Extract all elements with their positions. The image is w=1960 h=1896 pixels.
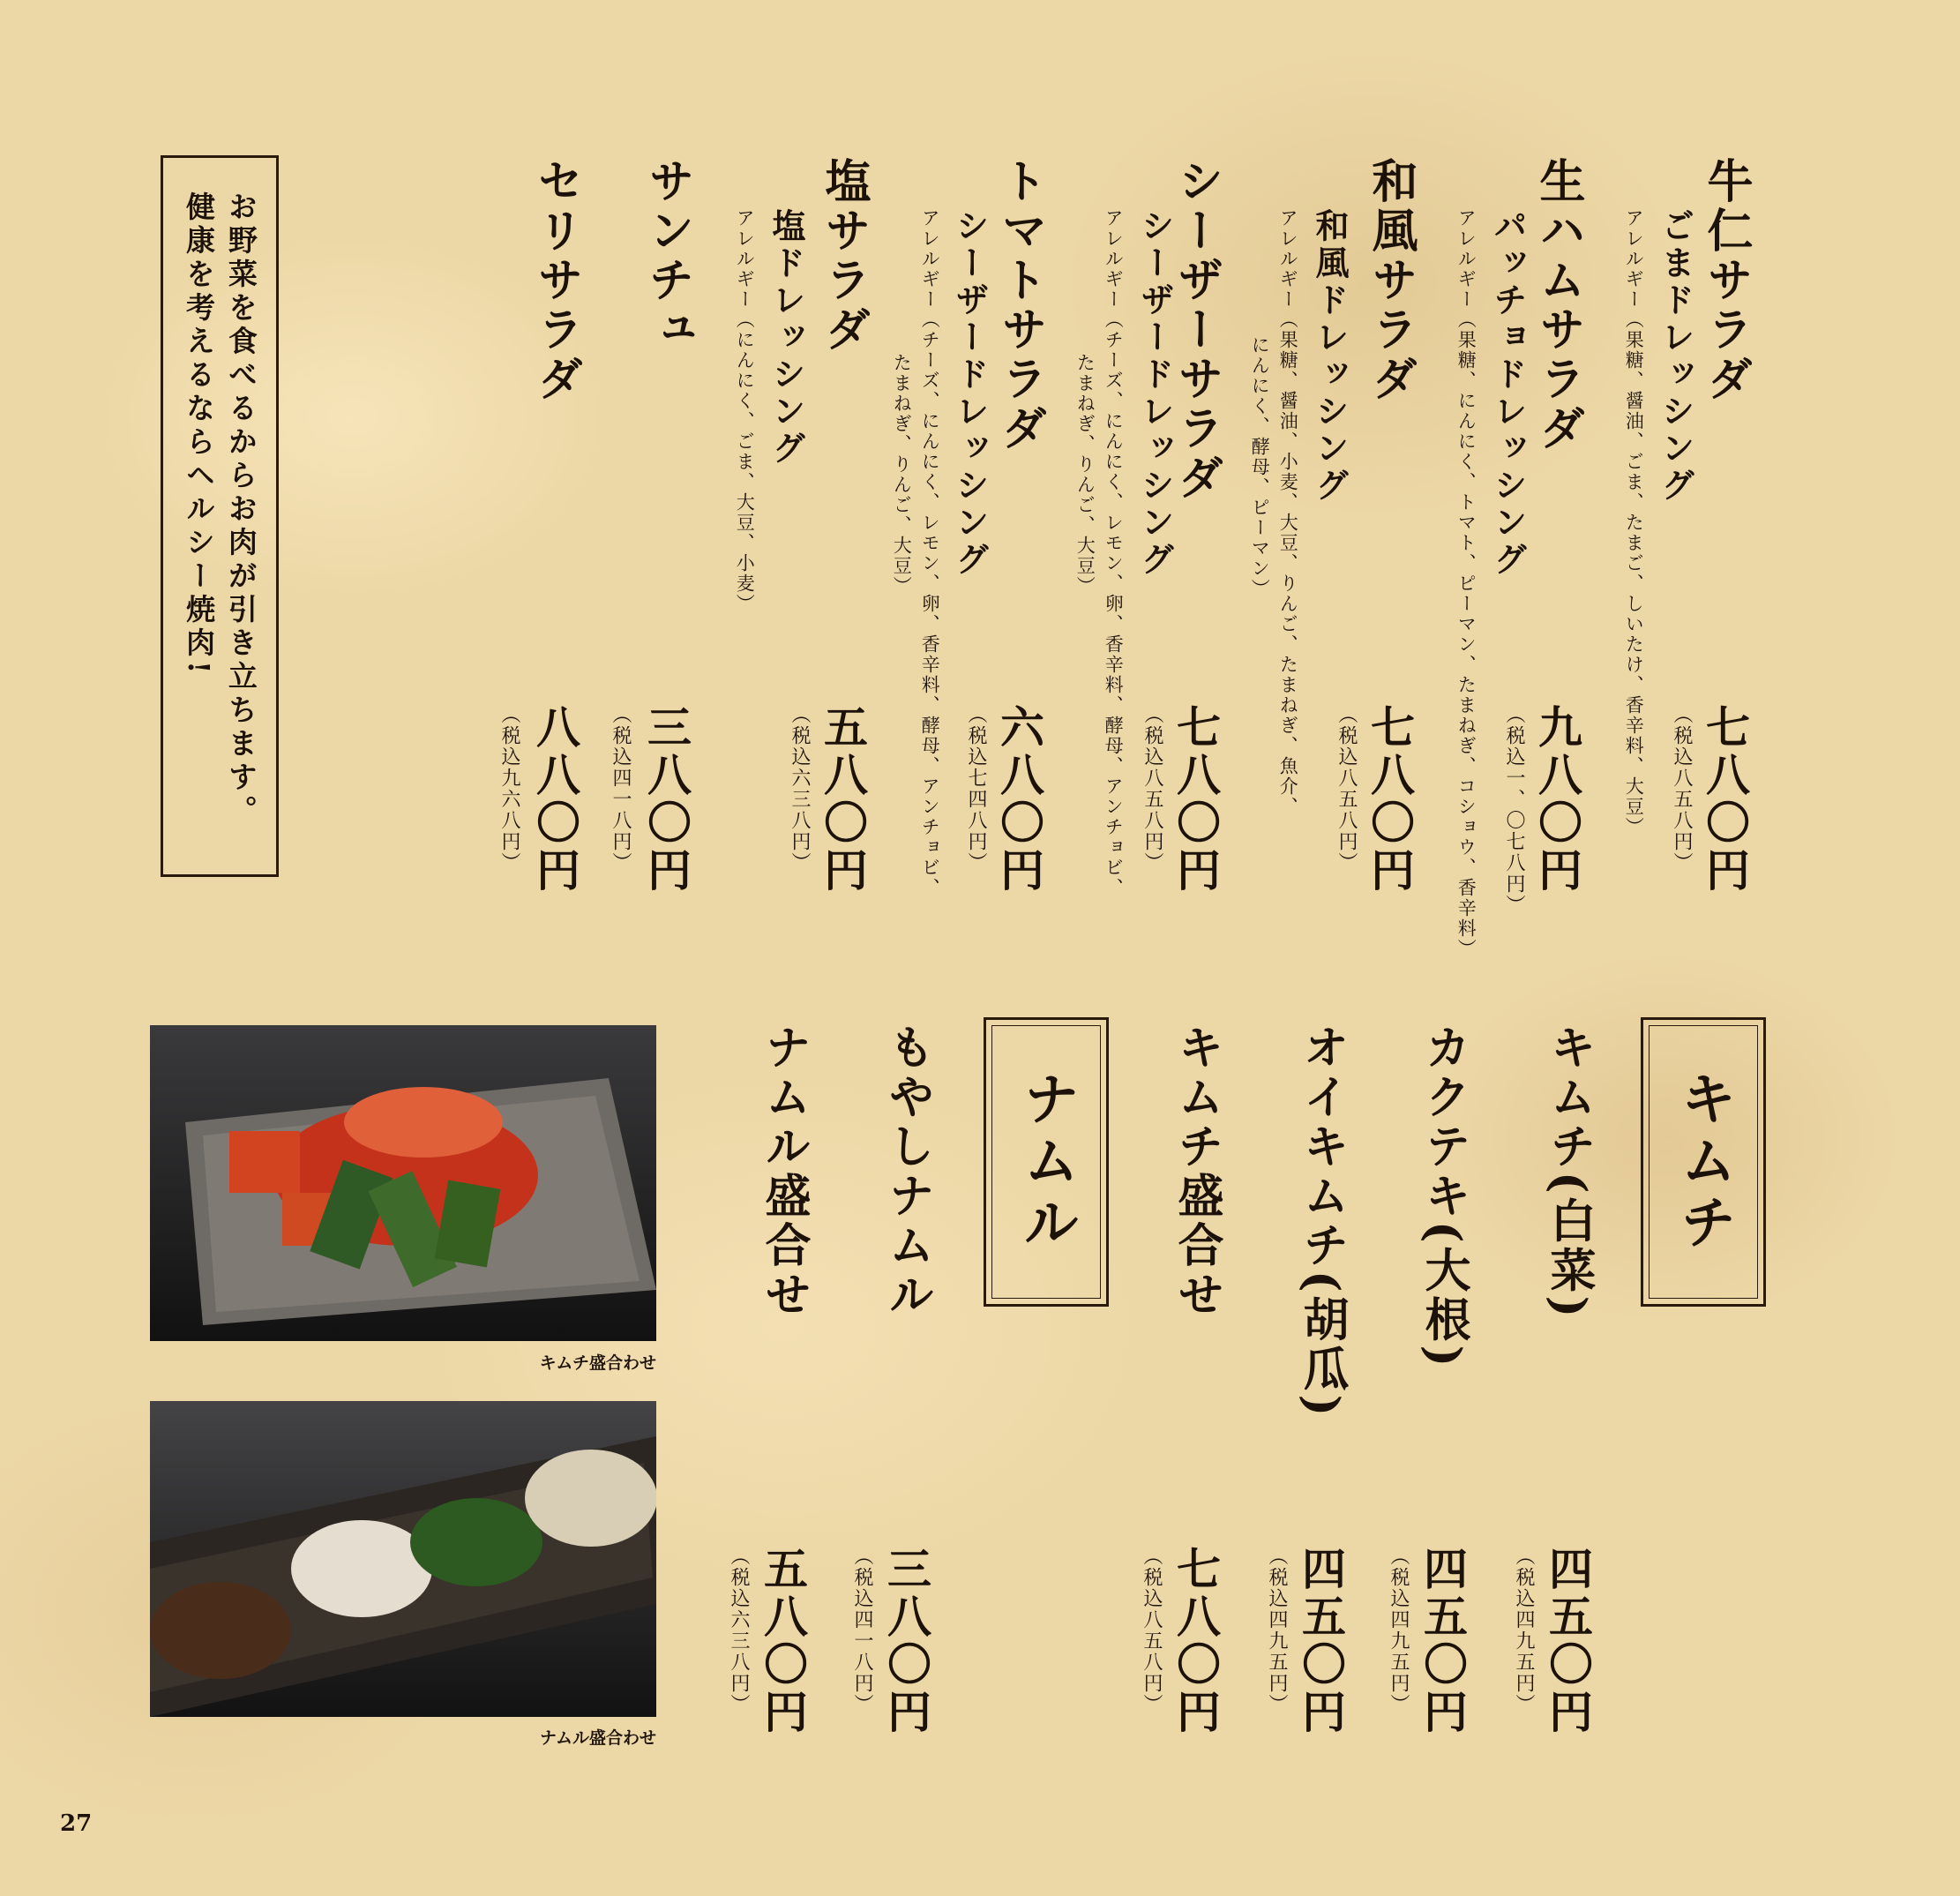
salad-allergy-4b: たまねぎ、りんご、大豆） [891, 353, 913, 596]
kimchi-photo-caption: キムチ盛合わせ [539, 1354, 656, 1373]
salad-allergy-1: アレルギー（果糖、にんにく、トマト、ピーマン、たまねぎ、コショウ、香辛料） [1455, 208, 1477, 959]
salad-allergy-2b: にんにく、酵母、ピーマン） [1249, 335, 1271, 599]
kimchi-item-2: オイキムチ(胡瓜) [1295, 1023, 1349, 1420]
salad-allergy-4: アレルギー（チーズ、にんにく、レモン、卵、香辛料、酵母、アンチョビ、 [919, 208, 941, 898]
salad-name-6: サンチュ [640, 157, 694, 355]
salad-name-5: 塩サラダ [817, 157, 871, 355]
salad-name-7: セリサラダ [529, 157, 583, 404]
salad-name-1: 生ハムサラダ [1531, 157, 1585, 453]
salad-dressing-0: ごまドレッシング [1656, 208, 1695, 505]
salad-dressing-1: パッチョドレッシング [1488, 208, 1528, 579]
note-line-2: 健康を考えるならヘルシー焼肉! [182, 191, 216, 678]
salad-dressing-3: シーザードレッシング [1135, 208, 1175, 579]
salad-allergy-3: アレルギー（チーズ、にんにく、レモン、卵、香辛料、酵母、アンチョビ、 [1103, 208, 1125, 898]
salad-price-2: 七八〇円 [1364, 704, 1416, 895]
salad-dressing-2: 和風ドレッシング [1310, 208, 1350, 505]
namul-price-1: 五八〇円 [757, 1546, 809, 1736]
kimchi-heading: キムチ [1671, 1069, 1737, 1255]
salad-tax-2: （税込八五八円） [1335, 704, 1358, 873]
namul-photo-caption: ナムル盛合わせ [539, 1729, 656, 1748]
kimchi-price-0: 四五〇円 [1542, 1546, 1594, 1736]
namul-item-1: ナムル盛合せ [757, 1023, 811, 1320]
kimchi-price-3: 七八〇円 [1170, 1546, 1222, 1736]
salad-allergy-5: アレルギー（にんにく、ごま、大豆、小麦） [734, 208, 756, 614]
namul-tax-0: （税込四一八円） [851, 1546, 873, 1715]
note-line-1: お野菜を食べるからお肉が引き立ちます。 [223, 191, 258, 828]
kimchi-heading-frame [1641, 1017, 1766, 1307]
namul-heading-frame [984, 1017, 1109, 1307]
salad-name-0: 牛仁サラダ [1699, 157, 1753, 404]
salad-dressing-5: 塩ドレッシング [767, 208, 806, 468]
healthy-note-box [161, 155, 279, 877]
salad-tax-3: （税込八五八円） [1141, 704, 1163, 873]
salad-name-2: 和風サラダ [1364, 157, 1418, 404]
namul-tax-1: （税込六三八円） [728, 1546, 750, 1715]
salad-price-0: 七八〇円 [1699, 704, 1751, 895]
kimchi-platter-photo [150, 1025, 656, 1341]
kimchi-price-1: 四五〇円 [1417, 1546, 1469, 1736]
salad-tax-6: （税込四一八円） [610, 704, 632, 873]
salad-tax-5: （税込六三八円） [789, 704, 811, 873]
salad-tax-0: （税込八五八円） [1671, 704, 1693, 873]
namul-price-0: 三八〇円 [880, 1546, 932, 1736]
salad-allergy-0: アレルギー（果糖、醤油、ごま、たまご、しいたけ、香辛料、大豆） [1623, 208, 1645, 837]
kimchi-item-0: キムチ(白菜) [1542, 1023, 1596, 1322]
salad-price-4: 六八〇円 [993, 704, 1045, 895]
salad-price-5: 五八〇円 [817, 704, 869, 895]
salad-allergy-3b: たまねぎ、りんご、大豆） [1074, 353, 1096, 596]
salad-price-7: 八八〇円 [529, 704, 581, 895]
salad-tax-1: （税込一、〇七八円） [1503, 704, 1525, 916]
salad-name-4: トマトサラダ [993, 157, 1047, 453]
salad-name-3: シーザーサラダ [1170, 157, 1223, 503]
kimchi-item-1: カクテキ(大根) [1417, 1023, 1470, 1371]
salad-price-1: 九八〇円 [1531, 704, 1583, 895]
kimchi-tax-2: （税込四九五円） [1266, 1546, 1288, 1715]
kimchi-tax-3: （税込八五八円） [1141, 1546, 1163, 1715]
page-number: 27 [60, 1810, 93, 1837]
salad-price-6: 三八〇円 [640, 704, 692, 895]
salad-price-3: 七八〇円 [1170, 704, 1222, 895]
salad-tax-4: （税込七四八円） [965, 704, 987, 873]
namul-item-0: もやしナムル [880, 1023, 934, 1320]
namul-platter-photo [150, 1401, 656, 1717]
kimchi-tax-1: （税込四九五円） [1388, 1546, 1410, 1715]
salad-allergy-2: アレルギー（果糖、醤油、小麦、大豆、りんご、たまねぎ、魚介、 [1277, 208, 1299, 817]
namul-heading: ナムル [1014, 1069, 1080, 1255]
kimchi-tax-0: （税込四九五円） [1513, 1546, 1535, 1715]
kimchi-price-2: 四五〇円 [1295, 1546, 1347, 1736]
kimchi-item-3: キムチ盛合せ [1170, 1023, 1223, 1320]
salad-dressing-4: シーザードレッシング [950, 208, 990, 579]
salad-tax-7: （税込九六八円） [498, 704, 520, 873]
